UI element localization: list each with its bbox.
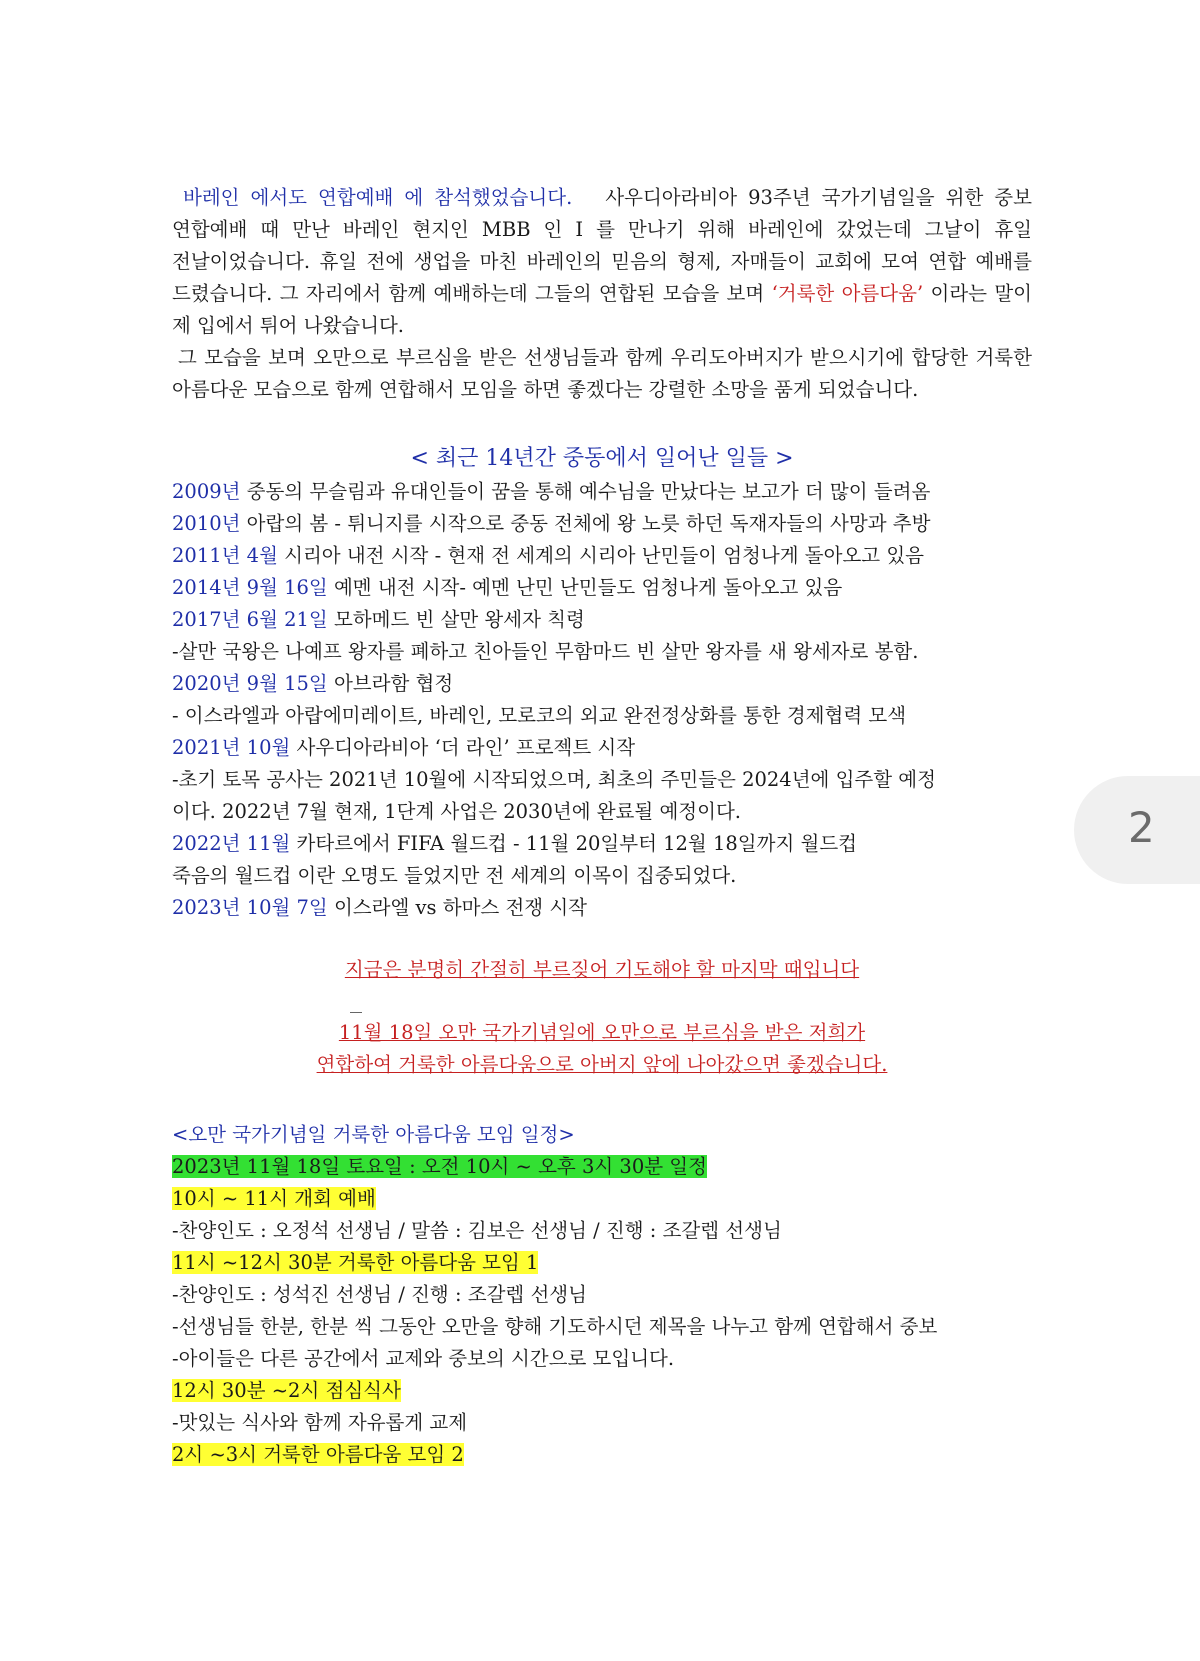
- event-text: 사우디아라비아 ‘더 라인’ 프로젝트 시작: [296, 736, 636, 759]
- event-detail-line: - 이스라엘과 아랍에미레이트, 바레인, 모로코의 외교 완전정상화를 통한 경제협력 모색: [172, 704, 907, 727]
- schedule-time-highlight: 11시 ~12시 30분 거룩한 아름다움 모임 1: [172, 1251, 539, 1274]
- schedule-time-highlight: 2시 ~3시 거룩한 아름다움 모임 2: [172, 1443, 464, 1466]
- page-number: 2: [1128, 803, 1155, 852]
- event-line: [172, 668, 1032, 700]
- event-detail-line: -살만 국왕은 나예프 왕자를 폐하고 친아들인 무함마드 빈 살만 왕자를 새 왕세자로 봉함.: [172, 640, 919, 663]
- event-line: [172, 828, 1032, 860]
- event-date: 2020년 9월 15일: [172, 672, 328, 695]
- event-text: 시리아 내전 시작 - 현재 전 세계의 시리아 난민들이 엄청나게 돌아오고 있음: [284, 544, 924, 567]
- callout-invitation-line-2: 연합하여 거룩한 아름다움으로 아버지 앞에 나아갔으면 좋겠습니다.: [316, 1053, 888, 1076]
- event-detail-line: 죽음의 월드컵 이란 오명도 들었지만 전 세계의 이목이 집중되었다.: [172, 864, 737, 887]
- event-detail-line: -초기 토목 공사는 2021년 10월에 시작되었으며, 최초의 주민들은 2024년에 입주할 예정: [172, 768, 936, 791]
- schedule-date-line: [172, 1151, 1032, 1183]
- event-text: 예멘 내전 시작- 예멘 난민 난민들도 엄청나게 돌아오고 있음: [333, 576, 843, 599]
- event-detail-line: 이다. 2022년 7월 현재, 1단계 사업은 2030년에 완료될 예정이다.: [172, 800, 741, 823]
- schedule-title: <오만 국가기념일 거룩한 아름다움 모임 일정>: [172, 1123, 575, 1146]
- intro-red-phrase: ‘거룩한 아름다움’: [771, 282, 924, 305]
- event-text: 이스라엘 vs 하마스 전쟁 시작: [333, 896, 587, 919]
- event-date: 2023년 10월 7일: [172, 896, 328, 919]
- event-text: 중동의 무슬림과 유대인들이 꿈을 통해 예수님을 만났다는 보고가 더 많이 들려옴: [246, 480, 931, 503]
- event-text: 아브라함 협정: [333, 672, 454, 695]
- event-line: [172, 892, 1032, 924]
- event-date: 2014년 9월 16일: [172, 576, 328, 599]
- schedule-item: [172, 1375, 1032, 1407]
- schedule-item: -찬양인도 : 성석진 선생님 / 진행 : 조갈렙 선생님: [172, 1283, 587, 1306]
- schedule-item: -선생님들 한분, 한분 씩 그동안 오만을 향해 기도하시던 제목을 나누고 함께 연합해서 중보: [172, 1315, 938, 1338]
- events-list: [172, 476, 1032, 924]
- event-line: [172, 540, 1032, 572]
- page-indicator: [1074, 776, 1200, 884]
- dash-mark: [350, 1012, 362, 1013]
- schedule-item: [172, 1439, 1032, 1471]
- schedule-time-highlight: 12시 30분 ~2시 점심식사: [172, 1379, 401, 1402]
- event-line: [172, 476, 1032, 508]
- event-text: 아랍의 봄 - 튀니지를 시작으로 중동 전체에 왕 노릇 하던 독재자들의 사망과 추방: [246, 512, 931, 535]
- intro-paragraph-1: [172, 182, 1032, 342]
- intro-paragraph-2: 그 모습을 보며 오만으로 부르심을 받은 선생님들과 함께 우리도아버지가 받으시기에 합당한 거룩한 아름다운 모습으로 함께 연합해서 모임을 하면 좋겠다는 강렬한 소망을 품게 되었습니다.: [172, 346, 1032, 401]
- event-date: 2011년 4월: [172, 544, 278, 567]
- callout-prayer-line: 지금은 분명히 간절히 부르짖어 기도해야 할 마지막 때입니다: [344, 958, 860, 981]
- schedule-item: [172, 1247, 1032, 1279]
- schedule-item: -찬양인도 : 오정석 선생님 / 말씀 : 김보은 선생님 / 진행 : 조갈렙 선생님: [172, 1219, 782, 1242]
- event-line: [172, 508, 1032, 540]
- event-line: [172, 572, 1032, 604]
- intro-blue-sentence: 바레인 에서도 연합예배 에 참석했었습니다.: [183, 186, 573, 209]
- schedule-time-highlight: 10시 ~ 11시 개회 예배: [172, 1187, 376, 1210]
- event-date: 2021년 10월: [172, 736, 291, 759]
- event-date: 2010년: [172, 512, 241, 535]
- event-text: 카타르에서 FIFA 월드컵 - 11월 20일부터 12월 18일까지 월드컵: [296, 832, 857, 855]
- section-title: < 최근 14년간 중동에서 일어난 일들 >: [410, 446, 794, 471]
- callout-invitation-line-1: 11월 18일 오만 국가기념일에 오만으로 부르심을 받은 저희가: [338, 1021, 866, 1044]
- schedule-item: -아이들은 다른 공간에서 교제와 중보의 시간으로 모입니다.: [172, 1347, 675, 1370]
- event-line: [172, 604, 1032, 636]
- event-date: 2017년 6월 21일: [172, 608, 328, 631]
- schedule-item: [172, 1183, 1032, 1215]
- event-text: 모하메드 빈 살만 왕세자 칙령: [333, 608, 585, 631]
- event-line: [172, 732, 1032, 764]
- schedule-date-highlight: 2023년 11월 18일 토요일 : 오전 10시 ~ 오후 3시 30분 일정: [172, 1155, 707, 1178]
- document-page: [172, 182, 1032, 1471]
- intro-body-text: 사우디아라비아 93주년 국가기념일을 위한 중보 연합예배 때 만난 바레인 현지인 MBB 인 I 를 만나기 위해 바레인에 갔었는데 그날이 휴일 전날이었습니다. 휴일 전에 생업을 마친 바레인의 믿음의 형제, 자매들이 교회에 모여 연합 예배를 드렸습니다. 그 자리에서 함께 예배하는데 그들의 연합된 모습을 보며: [172, 186, 1032, 305]
- event-date: 2009년: [172, 480, 241, 503]
- event-date: 2022년 11월: [172, 832, 291, 855]
- intro-end-text: 이라는 말이 제 입에서 튀어 나왔습니다.: [172, 282, 1032, 337]
- schedule-item: -맛있는 식사와 함께 자유롭게 교제: [172, 1411, 468, 1434]
